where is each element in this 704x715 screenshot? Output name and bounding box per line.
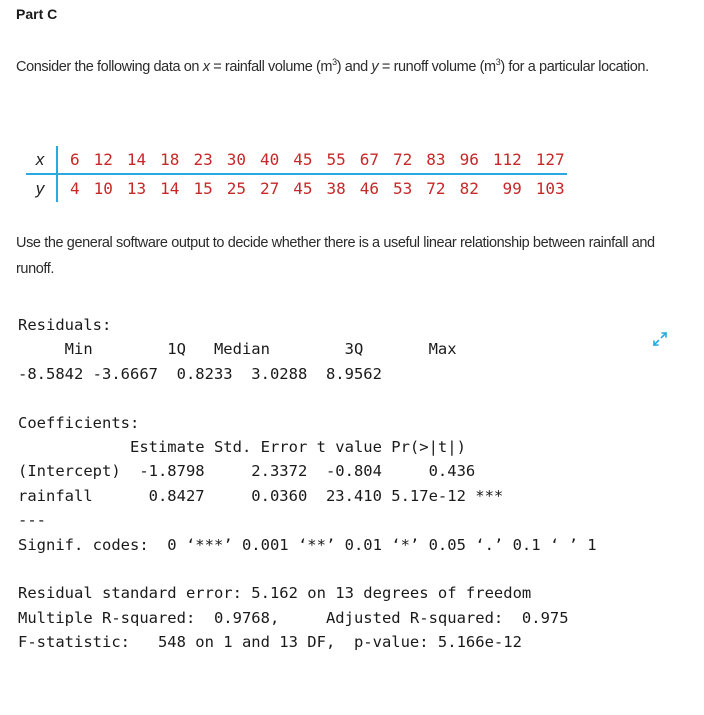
y-value-cell: 4 bbox=[70, 179, 80, 198]
x-value-cell: 83 bbox=[414, 146, 447, 174]
y-value-cell: 46 bbox=[359, 179, 380, 198]
x-value-cell: 127 bbox=[524, 146, 567, 174]
residuals-header: Residuals: bbox=[18, 316, 112, 334]
signif-codes: Signif. codes: 0 ‘***’ 0.001 ‘**’ 0.01 ‘*’ 0.05 ‘.’ 0.1 ‘ ’ 1 bbox=[18, 535, 597, 554]
y-value-cell: 53 bbox=[393, 179, 413, 198]
y-value-cell: 38 bbox=[326, 179, 346, 198]
y-value-cell: 103 bbox=[535, 179, 565, 198]
y-value-cell: 15 bbox=[193, 179, 213, 198]
x-value-cell: 96 bbox=[448, 146, 481, 174]
y-value-cell: 72 bbox=[426, 179, 446, 198]
y-value-cell: 27 bbox=[259, 179, 280, 198]
data-table bbox=[26, 146, 567, 202]
y-value-cell: 13 bbox=[126, 179, 147, 198]
y-value-cell: 45 bbox=[293, 179, 313, 198]
r-squared-line: Multiple R-squared: 0.9768, Adjusted R-squared: 0.975 bbox=[18, 608, 569, 627]
x-header: x bbox=[26, 146, 57, 174]
residual-standard-error: Residual standard error: 5.162 on 13 degrees of freedom bbox=[18, 584, 532, 603]
instruction-text: Use the general software output to decide whether there is a useful linear relationship between rainfall and runoff. bbox=[16, 235, 655, 277]
x-value-cell: 67 bbox=[348, 146, 381, 174]
y-value-cell: 99 bbox=[502, 179, 522, 198]
x-value-cell: 45 bbox=[281, 146, 314, 174]
intro-text: Consider the following data on x = rainfall volume $(m^3)$ and y = runoff volume $(m^3)$ for a particular location. bbox=[16, 57, 649, 75]
coefficients-rainfall-row: rainfall 0.8427 0.0360 23.410 5.17e-12 *** bbox=[18, 486, 504, 505]
y-value-cell: 14 bbox=[160, 179, 180, 198]
coefficients-intercept-row: (Intercept) -1.8798 2.3372 -0.804 0.436 bbox=[18, 462, 476, 481]
table-row-y bbox=[26, 174, 567, 202]
part-title: Part C bbox=[16, 6, 58, 22]
x-value-cell: 6 bbox=[57, 146, 82, 174]
table-row-x bbox=[26, 146, 567, 174]
software-output bbox=[18, 313, 597, 655]
y-value-cell: 10 bbox=[93, 179, 113, 198]
y-value-cell: 25 bbox=[226, 179, 246, 198]
coefficients-header: Coefficients: bbox=[18, 413, 140, 432]
x-value-cell: 12 bbox=[82, 146, 115, 174]
y-value-cell: 82 bbox=[459, 179, 479, 198]
residuals-labels: Min 1Q Median 3Q Max bbox=[18, 340, 457, 359]
f-statistic-line: F-statistic: 548 on 1 and 13 DF, p-value: 5.166e-12 bbox=[18, 633, 522, 652]
coefficients-columns: Estimate Std. Error t value Pr(>|t|) bbox=[18, 438, 466, 457]
x-value-cell: 18 bbox=[148, 146, 181, 174]
x-value-cell: 72 bbox=[381, 146, 414, 174]
x-value-cell: 14 bbox=[115, 146, 148, 174]
x-value-cell: 30 bbox=[215, 146, 248, 174]
expand-icon[interactable] bbox=[652, 331, 668, 347]
y-header: y bbox=[26, 174, 57, 202]
x-value-cell: 23 bbox=[181, 146, 214, 174]
x-value-cell: 40 bbox=[248, 146, 281, 174]
residuals-values: -8.5842 -3.6667 0.8233 3.0288 8.9562 bbox=[18, 364, 382, 383]
output-separator: --- bbox=[18, 511, 46, 530]
x-value-cell: 55 bbox=[315, 146, 348, 174]
x-value-cell: 112 bbox=[481, 146, 524, 174]
